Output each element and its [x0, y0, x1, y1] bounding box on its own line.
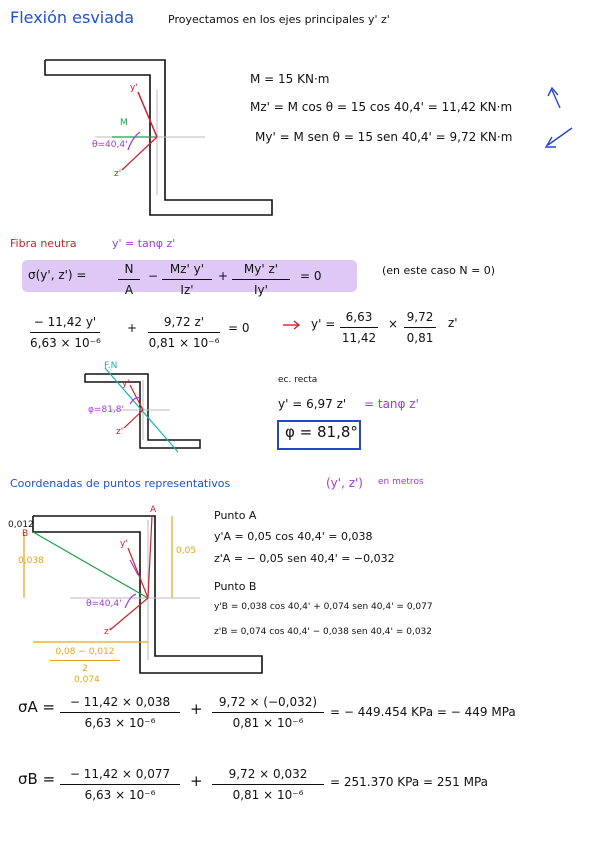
line-equation-tan: = tanφ z'	[364, 397, 419, 411]
line-equation: y' = 6,97 z'	[278, 397, 347, 411]
coords-vars: (y', z')	[326, 476, 363, 490]
fig3-0074: 0,074	[74, 675, 100, 685]
fig3-z-label: z'	[104, 627, 112, 637]
eq-zero: = 0	[300, 269, 322, 283]
fig3-0038: 0,038	[18, 556, 44, 566]
plus-sign: +	[190, 772, 203, 790]
frac-mz	[162, 262, 212, 297]
moment-my: My' = M sen θ = 15 sen 40,4' = 9,72 KN·m	[255, 130, 513, 144]
fig3-005: 0,05	[176, 546, 197, 556]
rhs-z: z'	[448, 316, 458, 330]
sigma-a-label: σA =	[18, 698, 56, 716]
frac-num: − 11,42 × 0,038	[69, 695, 171, 709]
plus-sign: +	[218, 269, 229, 283]
frac-num: 9,72	[406, 310, 434, 324]
page-title: Flexión esviada	[10, 8, 134, 27]
frac-den: 2	[82, 664, 88, 674]
sigma-a-frac2	[212, 695, 324, 730]
sigma-label: σ(y', z') =	[28, 268, 87, 282]
fig1-theta-label: θ=40,4'	[92, 140, 128, 150]
frac-lhs2	[148, 315, 220, 350]
page-subtitle: Proyectamos en los ejes principales y' z'	[168, 13, 390, 26]
fig3-point-b: B	[22, 529, 29, 539]
frac-num: − 11,42 × 0,077	[69, 767, 171, 781]
equals-zero: = 0	[228, 321, 250, 335]
frac-den: Iz'	[180, 283, 194, 297]
frac-n-a	[118, 262, 140, 297]
fig2-y-label: y'	[122, 379, 130, 389]
sigma-a-frac1	[60, 695, 180, 730]
frac-my	[232, 262, 290, 297]
frac-rhs1	[340, 310, 378, 345]
moment-m: M = 15 KN·m	[250, 72, 330, 86]
frac-num: 9,72 × 0,032	[228, 767, 308, 781]
frac-den: 0,81	[406, 331, 434, 345]
frac-den: A	[124, 283, 134, 297]
sigma-a-result: = − 449.454 KPa = − 449 MPa	[330, 705, 516, 719]
punto-b-z: z'B = 0,074 cos 40,4' − 0,038 sen 40,4' = 0,032	[214, 627, 432, 637]
phi-result: φ = 81,8°	[285, 423, 358, 441]
fig1-y-label: y'	[130, 83, 138, 93]
frac-num: N	[124, 262, 134, 276]
frac-den: 0,81 × 10⁻⁶	[148, 336, 220, 350]
fig2-fn-label: F.N	[104, 361, 118, 371]
frac-num: 6,63	[345, 310, 373, 324]
frac-num: 9,72 z'	[163, 315, 205, 329]
frac-num: − 11,42 y'	[33, 315, 97, 329]
frac-den: Iy'	[254, 283, 268, 297]
punto-a-y: y'A = 0,05 cos 40,4' = 0,038	[214, 530, 373, 543]
fig3-theta: θ=40,4'	[86, 599, 122, 609]
coords-title: Coordenadas de puntos representativos	[10, 477, 231, 490]
sigma-b-label: σB =	[18, 770, 56, 788]
frac-num: Mz' y'	[169, 262, 205, 276]
fig1-z-label: z'	[114, 169, 122, 179]
moment-mz: Mz' = M cos θ = 15 cos 40,4' = 11,42 KN·m	[250, 100, 513, 114]
punto-b-title: Punto B	[214, 580, 257, 593]
coords-units: en metros	[378, 477, 424, 487]
fig1-m-label: M	[120, 118, 128, 128]
note-n-zero: (en este caso N = 0)	[382, 264, 496, 277]
fig3-lines	[33, 516, 152, 630]
neutral-title: Fibra neutra	[10, 237, 77, 250]
punto-a-z: z'A = − 0,05 sen 40,4' = −0,032	[214, 552, 395, 565]
times-sign: ×	[388, 317, 399, 331]
plus-sign: +	[127, 321, 138, 335]
sigma-b-frac2	[212, 767, 324, 802]
frac-num: 0,08 − 0,012	[55, 647, 115, 657]
ec-recta-label: ec. recta	[278, 375, 318, 385]
punto-b-y: y'B = 0,038 cos 40,4' + 0,074 sen 40,4' = 0,077	[214, 602, 433, 612]
neutral-relation: y' = tanφ z'	[112, 237, 176, 250]
red-arrow	[283, 321, 299, 329]
frac-den: 0,81 × 10⁻⁶	[232, 788, 304, 802]
frac-num: My' z'	[243, 262, 279, 276]
punto-a-title: Punto A	[214, 509, 257, 522]
fig3-point-a: A	[150, 505, 157, 515]
frac-lhs1	[30, 315, 100, 350]
sigma-b-result: = 251.370 KPa = 251 MPa	[330, 775, 489, 789]
fig3-dimensions	[24, 516, 172, 642]
minus-sign: −	[148, 269, 159, 283]
plus-sign: +	[190, 700, 203, 718]
sigma-b-frac1	[60, 767, 180, 802]
frac-rhs2	[404, 310, 436, 345]
fig3-0012: 0,012	[8, 520, 34, 530]
fig2-z-label: z'	[116, 427, 124, 437]
fig3-y-label: y'	[120, 539, 128, 549]
frac-den: 6,63 × 10⁻⁶	[30, 336, 101, 350]
moment-arrows	[546, 88, 572, 147]
frac-den: 11,42	[341, 331, 377, 345]
fig2-phi-label: φ=81,8'	[88, 405, 124, 415]
frac-den: 6,63 × 10⁻⁶	[84, 788, 156, 802]
frac-den: 6,63 × 10⁻⁶	[84, 716, 156, 730]
rhs-y: y' =	[311, 317, 336, 331]
frac-num: 9,72 × (−0,032)	[218, 695, 318, 709]
fig3-dim-frac	[50, 647, 120, 674]
frac-den: 0,81 × 10⁻⁶	[232, 716, 304, 730]
